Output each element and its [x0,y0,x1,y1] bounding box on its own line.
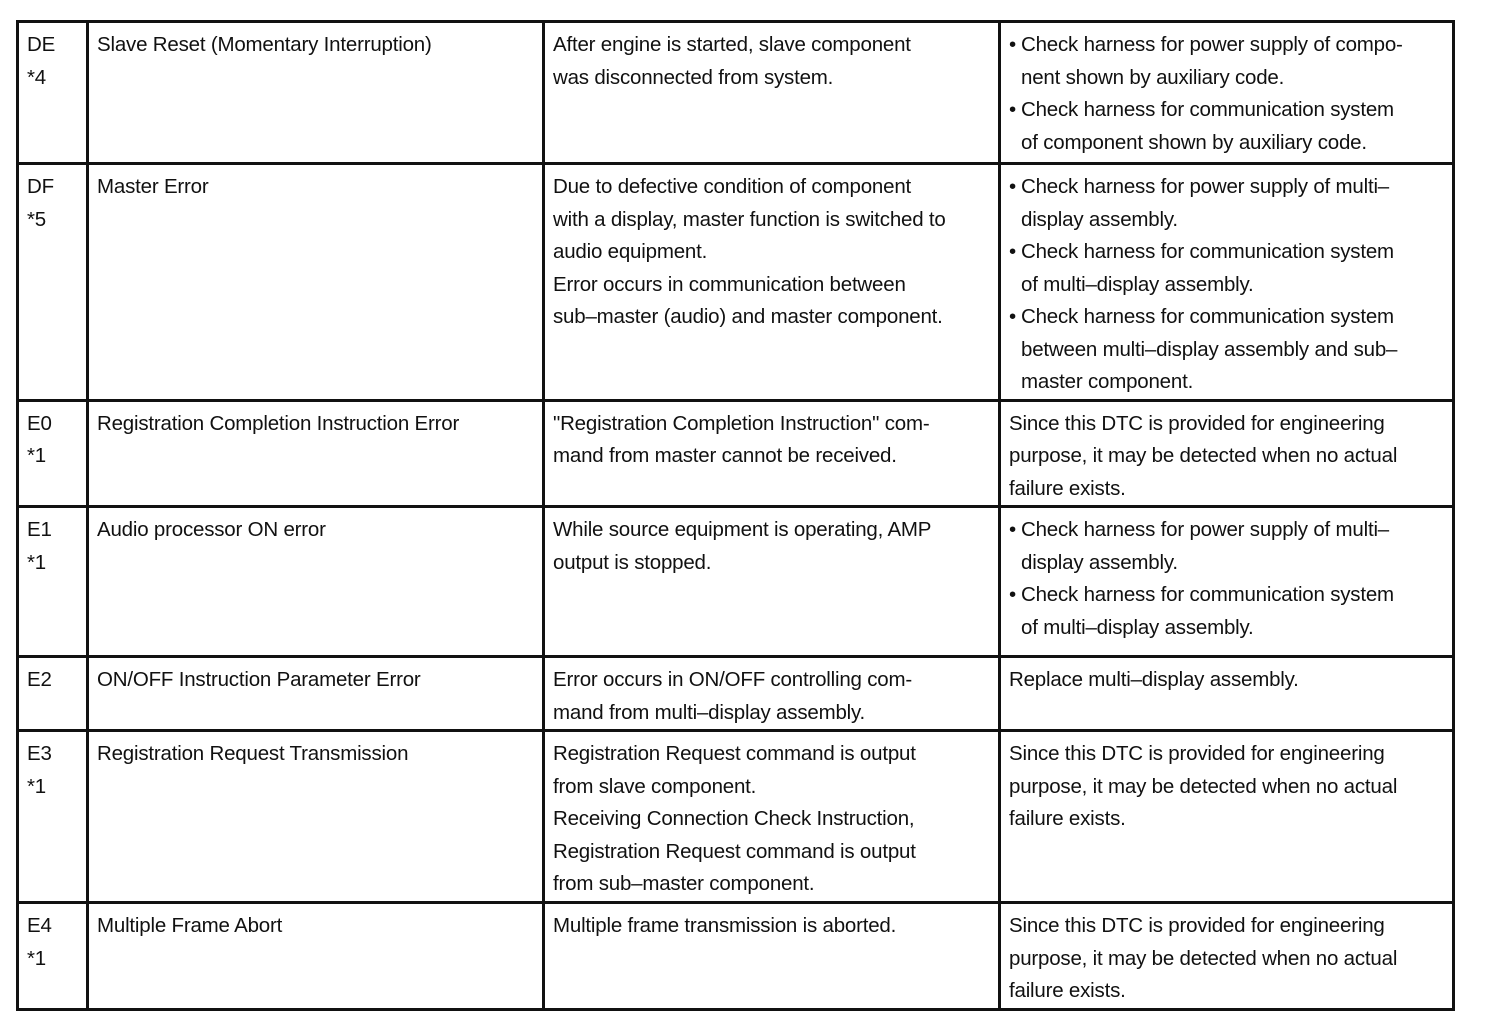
check-item-line: • Check harness for communication system [1021,583,1394,606]
check-item-line: purpose, it may be detected when no actual [1009,946,1398,970]
trouble-area-line: sub–master (audio) and master component. [553,305,943,328]
trouble-area-line: Error occurs in communication between [553,272,906,296]
dtc-code: E0 [27,411,52,435]
check-item-line: purpose, it may be detected when no actual [1009,774,1398,798]
trouble-area-line: After engine is started, slave component [553,33,911,56]
dtc-code-cell [18,22,88,164]
detection-item-cell [88,400,544,507]
trouble-area-cell [544,22,1000,164]
check-item-line: • Check harness for power supply of compo- [1021,33,1403,56]
dtc-table-body [18,22,1454,1010]
trouble-area-cell [544,903,1000,1010]
dtc-table [16,20,1455,1011]
detection-item-cell [88,731,544,903]
detection-item: Master Error [97,175,209,198]
trouble-area-line: Error occurs in ON/OFF controlling com- [553,668,912,691]
check-item [1009,301,1444,399]
check-item-line: between multi–display assembly and sub– [1021,337,1398,361]
check-item-line: of multi–display assembly. [1021,272,1254,296]
check-item-line: of component shown by auxiliary code. [1021,130,1367,154]
check-item [1009,236,1444,301]
check-item-line: purpose, it may be detected when no actual [1009,444,1398,467]
check-item-line: master component. [1021,370,1194,393]
trouble-area-line: mand from master cannot be received. [553,444,897,467]
detection-item: ON/OFF Instruction Parameter Error [97,668,421,691]
dtc-footnote-mark: *1 [27,444,46,467]
detection-item: Registration Completion Instruction Error [97,411,460,435]
trouble-area-cell [544,731,1000,903]
trouble-area-line: "Registration Completion Instruction" com- [553,411,930,435]
dtc-code: DE [27,33,56,56]
dtc-code-cell [18,507,88,657]
check-item-line: • Check harness for communication system [1021,240,1394,263]
trouble-area-line: Registration Request command is output [553,742,916,765]
check-item-cell [1000,903,1454,1010]
trouble-area-line: Receiving Connection Check Instruction, [553,807,915,830]
table-row [18,903,1454,1010]
check-item-list [1009,514,1444,644]
check-item-line: of multi–display assembly. [1021,615,1254,639]
trouble-area-line: from slave component. [553,774,757,798]
dtc-code: E4 [27,914,52,937]
check-item-line: Replace multi–display assembly. [1009,668,1299,691]
check-item-list [1009,171,1444,399]
check-item-line: display assembly. [1021,207,1178,231]
trouble-area-line: with a display, master function is switched to [553,207,946,231]
dtc-footnote-mark: *1 [27,550,46,574]
check-item [1009,579,1444,644]
trouble-area-line: audio equipment. [553,240,708,263]
trouble-area-line: from sub–master component. [553,872,815,895]
detection-item: Registration Request Transmission [97,742,409,765]
check-item-list [1009,29,1444,159]
check-item-line: display assembly. [1021,550,1178,574]
dtc-code: E2 [27,668,52,691]
check-item [1009,514,1444,579]
trouble-area-line: While source equipment is operating, AMP [553,518,932,541]
check-item-cell [1000,731,1454,903]
check-item-cell [1000,507,1454,657]
table-row [18,22,1454,164]
detection-item: Multiple Frame Abort [97,914,283,937]
check-item-line: failure exists. [1009,807,1126,830]
detection-item: Slave Reset (Momentary Interruption) [97,33,432,56]
trouble-area-line: Multiple frame transmission is aborted. [553,914,897,937]
detection-item-cell [88,22,544,164]
table-row [18,657,1454,731]
dtc-code-cell [18,164,88,401]
dtc-footnote-mark: *1 [27,946,46,970]
check-item-line: Since this DTC is provided for engineering [1009,914,1385,937]
detection-item-cell [88,903,544,1010]
check-item-cell [1000,22,1454,164]
trouble-area-line: mand from multi–display assembly. [553,700,866,724]
trouble-area-cell [544,164,1000,401]
table-row [18,164,1454,401]
check-item-line: • Check harness for communication system [1021,98,1394,121]
check-item-cell [1000,657,1454,731]
detection-item-cell [88,164,544,401]
check-item-line: • Check harness for power supply of multi– [1021,175,1390,198]
detection-item: Audio processor ON error [97,518,326,541]
dtc-code: DF [27,175,54,198]
check-item-line: failure exists. [1009,476,1126,500]
check-item [1009,171,1444,236]
dtc-footnote-mark: *1 [27,774,46,798]
check-item-line: Since this DTC is provided for engineering [1009,742,1385,765]
check-item [1009,29,1444,94]
dtc-code-cell [18,731,88,903]
dtc-footnote-mark: *4 [27,65,46,89]
check-item-cell [1000,164,1454,401]
trouble-area-line: Due to defective condition of component [553,175,912,198]
detection-item-cell [88,657,544,731]
trouble-area-cell [544,657,1000,731]
check-item-line: failure exists. [1009,979,1126,1002]
trouble-area-cell [544,400,1000,507]
check-item-line: • Check harness for power supply of multi– [1021,518,1390,541]
trouble-area-line: output is stopped. [553,550,712,574]
trouble-area-line: was disconnected from system. [553,65,834,89]
check-item-line: nent shown by auxiliary code. [1021,65,1285,89]
dtc-code-cell [18,400,88,507]
dtc-code-cell [18,657,88,731]
trouble-area-line: Registration Request command is output [553,839,916,863]
table-row [18,731,1454,903]
check-item-cell [1000,400,1454,507]
dtc-code: E1 [27,518,52,541]
dtc-code: E3 [27,742,52,765]
trouble-area-cell [544,507,1000,657]
detection-item-cell [88,507,544,657]
check-item-line: Since this DTC is provided for engineering [1009,411,1385,435]
table-row [18,400,1454,507]
check-item [1009,94,1444,159]
table-row [18,507,1454,657]
check-item-line: • Check harness for communication system [1021,305,1394,328]
dtc-footnote-mark: *5 [27,207,46,231]
dtc-code-cell [18,903,88,1010]
